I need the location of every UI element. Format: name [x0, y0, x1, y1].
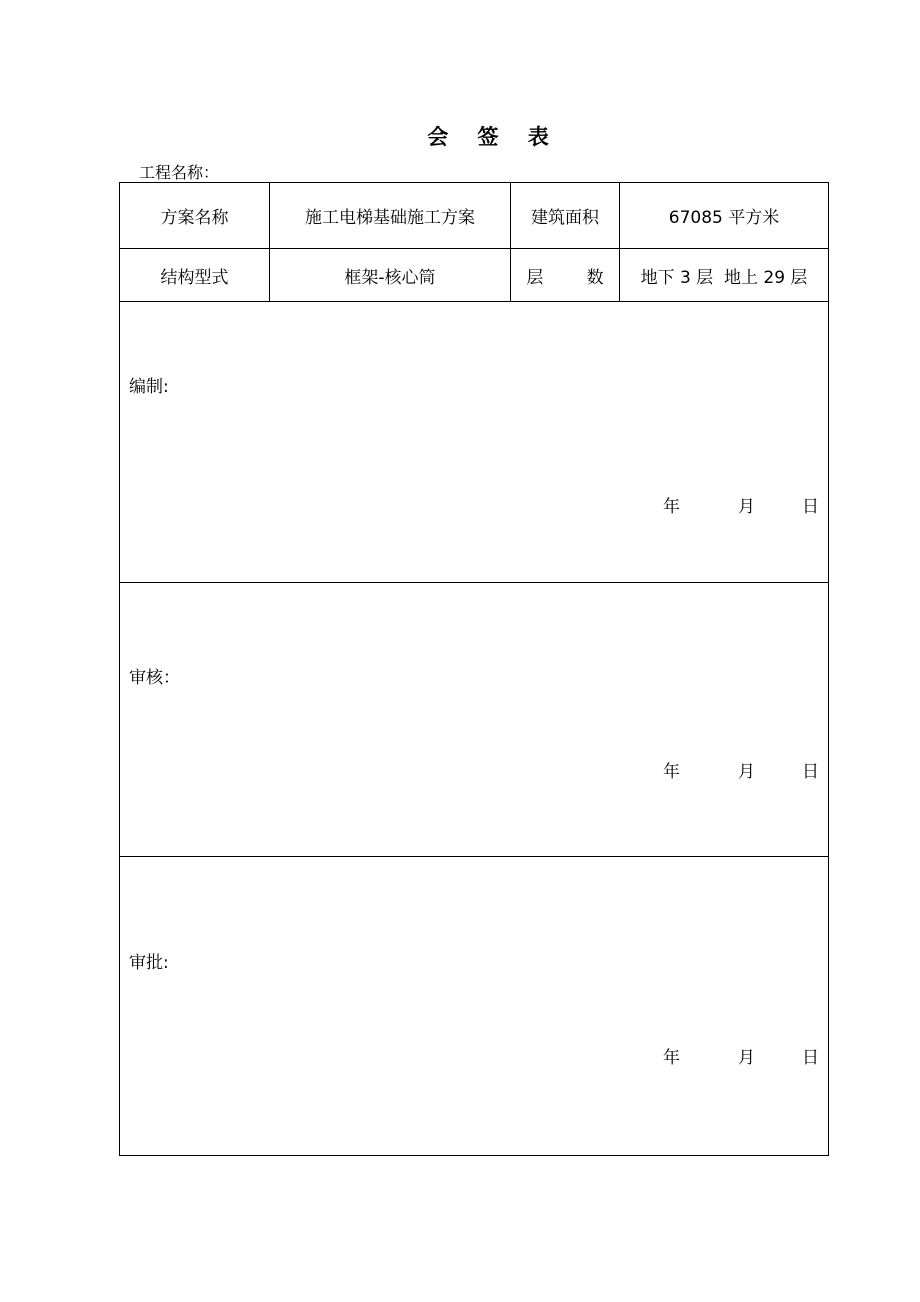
prepared-by-label: 编制:: [129, 377, 169, 397]
page-title: 会 签 表: [427, 125, 549, 149]
reviewed-day-label: 日: [802, 762, 819, 782]
reviewed-month-label: 月: [738, 762, 755, 782]
structure-type-value: 框架-核心筒: [344, 267, 436, 288]
floors-label: 层 数: [526, 267, 604, 288]
structure-type-label: 结构型式: [160, 267, 229, 288]
approved-by-label: 审批:: [129, 953, 169, 973]
row-divider: [119, 582, 829, 583]
sign-off-table: [119, 182, 829, 1156]
project-name-label: 工程名称：: [139, 163, 220, 182]
prepared-month-label: 月: [738, 497, 755, 517]
reviewed-by-label: 审核：: [129, 668, 180, 688]
building-area-label: 建筑面积: [531, 208, 599, 228]
prepared-year-label: 年: [663, 497, 680, 517]
building-area-value: 67085 平方米: [668, 208, 780, 228]
prepared-day-label: 日: [802, 497, 819, 517]
row-divider: [119, 856, 829, 857]
reviewed-year-label: 年: [663, 762, 680, 782]
scheme-name-label: 方案名称: [160, 208, 229, 228]
approved-year-label: 年: [663, 1048, 680, 1068]
approved-day-label: 日: [802, 1048, 819, 1068]
floors-value: 地下 3 层 地上 29 层: [640, 267, 808, 288]
approved-month-label: 月: [738, 1048, 755, 1068]
row-divider: [119, 301, 829, 302]
scheme-name-value: 施工电梯基础施工方案: [305, 208, 475, 228]
